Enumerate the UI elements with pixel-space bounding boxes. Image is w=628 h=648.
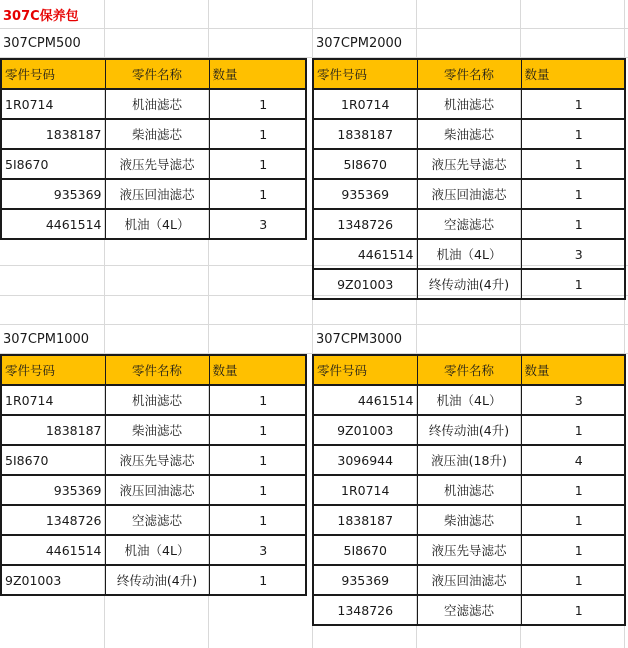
quantity-value: 1 bbox=[574, 186, 583, 202]
table-row bbox=[313, 505, 625, 535]
part-number-cell: 5I8670 bbox=[313, 149, 417, 179]
part-name-cell: 空滤滤芯 bbox=[105, 505, 209, 535]
part-number-cell: 9Z01003 bbox=[313, 415, 417, 445]
part-name-cell: 液压回油滤芯 bbox=[105, 179, 209, 209]
quantity-cell bbox=[521, 89, 625, 119]
part-number-cell: 1838187 bbox=[313, 119, 417, 149]
table-row bbox=[313, 565, 625, 595]
quantity-cell bbox=[521, 269, 625, 299]
quantity-cell bbox=[521, 535, 625, 565]
table-row bbox=[313, 535, 625, 565]
quantity-cell bbox=[521, 475, 625, 505]
table-row bbox=[313, 385, 625, 415]
table-row bbox=[313, 179, 625, 209]
table-row bbox=[313, 475, 625, 505]
quantity-cell bbox=[209, 89, 306, 119]
quantity-value: 1 bbox=[259, 96, 268, 112]
quantity-cell bbox=[521, 565, 625, 595]
part-name-cell: 机油（4L） bbox=[417, 239, 521, 269]
quantity-cell bbox=[521, 149, 625, 179]
table-row bbox=[1, 505, 306, 535]
part-name-cell: 液压先导滤芯 bbox=[417, 149, 521, 179]
table-row bbox=[1, 119, 306, 149]
table-row bbox=[313, 415, 625, 445]
part-number-cell: 1348726 bbox=[313, 209, 417, 239]
part-name-cell: 液压回油滤芯 bbox=[417, 179, 521, 209]
part-name-cell: 液压回油滤芯 bbox=[105, 475, 209, 505]
table-row bbox=[1, 89, 306, 119]
quantity-value: 3 bbox=[574, 246, 583, 262]
part-number-cell: 1R0714 bbox=[313, 475, 417, 505]
table-row bbox=[1, 415, 306, 445]
part-number-cell: 4461514 bbox=[313, 239, 417, 269]
part-name-cell: 液压先导滤芯 bbox=[105, 445, 209, 475]
quantity-value: 1 bbox=[574, 422, 583, 438]
part-name-cell: 柴油滤芯 bbox=[105, 415, 209, 445]
quantity-value: 1 bbox=[574, 542, 583, 558]
quantity-value: 1 bbox=[574, 482, 583, 498]
quantity-cell bbox=[521, 209, 625, 239]
quantity-cell bbox=[209, 505, 306, 535]
table-header-row bbox=[313, 355, 625, 385]
parts-table-pm1000 bbox=[0, 354, 307, 596]
header-quantity: 数量 bbox=[209, 59, 306, 89]
part-name-cell: 液压油(18升) bbox=[417, 445, 521, 475]
model-label-pm1000: 307CPM1000 bbox=[3, 332, 90, 347]
quantity-value: 3 bbox=[259, 542, 268, 558]
quantity-value: 1 bbox=[259, 156, 268, 172]
part-name-cell: 空滤滤芯 bbox=[417, 209, 521, 239]
part-name-cell: 终传动油(4升) bbox=[105, 565, 209, 595]
quantity-value: 1 bbox=[574, 512, 583, 528]
header-part-number: 零件号码 bbox=[313, 59, 417, 89]
part-number-cell: 1R0714 bbox=[1, 89, 105, 119]
quantity-cell bbox=[209, 385, 306, 415]
quantity-value: 3 bbox=[574, 392, 583, 408]
quantity-cell bbox=[521, 239, 625, 269]
quantity-cell bbox=[521, 119, 625, 149]
part-number-cell: 1838187 bbox=[313, 505, 417, 535]
table-row bbox=[1, 535, 306, 565]
table-header-row bbox=[313, 59, 625, 89]
part-name-cell: 机油（4L） bbox=[417, 385, 521, 415]
header-part-number: 零件号码 bbox=[1, 59, 105, 89]
quantity-value: 1 bbox=[574, 572, 583, 588]
part-number-cell: 3096944 bbox=[313, 445, 417, 475]
quantity-cell bbox=[209, 209, 306, 239]
part-number-cell: 9Z01003 bbox=[313, 269, 417, 299]
table-row bbox=[313, 149, 625, 179]
part-name-cell: 机油滤芯 bbox=[417, 89, 521, 119]
table-header-row bbox=[1, 59, 306, 89]
quantity-cell bbox=[209, 475, 306, 505]
quantity-cell bbox=[521, 385, 625, 415]
part-number-cell: 4461514 bbox=[1, 209, 105, 239]
table-row bbox=[1, 475, 306, 505]
part-name-cell: 机油（4L） bbox=[105, 209, 209, 239]
part-number-cell: 935369 bbox=[313, 565, 417, 595]
quantity-cell bbox=[209, 445, 306, 475]
quantity-value: 4 bbox=[574, 452, 583, 468]
table-row bbox=[313, 209, 625, 239]
table-row bbox=[313, 239, 625, 269]
quantity-value: 1 bbox=[574, 156, 583, 172]
part-number-cell: 5I8670 bbox=[1, 445, 105, 475]
table-row bbox=[1, 209, 306, 239]
table-row bbox=[1, 149, 306, 179]
header-part-name: 零件名称 bbox=[417, 59, 521, 89]
quantity-cell bbox=[521, 595, 625, 625]
part-number-cell: 1838187 bbox=[1, 119, 105, 149]
part-name-cell: 液压先导滤芯 bbox=[105, 149, 209, 179]
part-number-cell: 9Z01003 bbox=[1, 565, 105, 595]
quantity-value: 1 bbox=[574, 216, 583, 232]
table-row bbox=[313, 445, 625, 475]
table-header-row bbox=[1, 355, 306, 385]
parts-table-pm3000 bbox=[312, 354, 626, 626]
part-name-cell: 机油（4L） bbox=[105, 535, 209, 565]
table-row bbox=[1, 385, 306, 415]
part-name-cell: 机油滤芯 bbox=[105, 385, 209, 415]
sheet-title: 307C保养包 bbox=[3, 9, 79, 24]
quantity-value: 3 bbox=[259, 216, 268, 232]
header-part-name: 零件名称 bbox=[417, 355, 521, 385]
quantity-value: 1 bbox=[259, 186, 268, 202]
part-number-cell: 5I8670 bbox=[1, 149, 105, 179]
parts-table-pm500 bbox=[0, 58, 307, 240]
quantity-cell bbox=[209, 565, 306, 595]
quantity-value: 1 bbox=[259, 422, 268, 438]
model-label-pm2000: 307CPM2000 bbox=[316, 36, 403, 51]
table-row bbox=[1, 565, 306, 595]
quantity-cell bbox=[209, 415, 306, 445]
quantity-cell bbox=[521, 445, 625, 475]
quantity-value: 1 bbox=[574, 602, 583, 618]
header-quantity: 数量 bbox=[521, 59, 625, 89]
quantity-value: 1 bbox=[259, 452, 268, 468]
part-name-cell: 终传动油(4升) bbox=[417, 269, 521, 299]
quantity-value: 1 bbox=[574, 96, 583, 112]
header-part-name: 零件名称 bbox=[105, 355, 209, 385]
part-number-cell: 1838187 bbox=[1, 415, 105, 445]
table-row bbox=[1, 445, 306, 475]
part-name-cell: 机油滤芯 bbox=[105, 89, 209, 119]
model-label-pm500: 307CPM500 bbox=[3, 36, 81, 51]
part-number-cell: 1348726 bbox=[313, 595, 417, 625]
part-number-cell: 5I8670 bbox=[313, 535, 417, 565]
quantity-value: 1 bbox=[259, 482, 268, 498]
header-part-number: 零件号码 bbox=[1, 355, 105, 385]
part-number-cell: 935369 bbox=[313, 179, 417, 209]
quantity-value: 1 bbox=[574, 276, 583, 292]
table-row bbox=[313, 89, 625, 119]
header-quantity: 数量 bbox=[521, 355, 625, 385]
part-number-cell: 4461514 bbox=[1, 535, 105, 565]
quantity-value: 1 bbox=[574, 126, 583, 142]
table-row bbox=[313, 119, 625, 149]
part-name-cell: 液压回油滤芯 bbox=[417, 565, 521, 595]
quantity-cell bbox=[521, 179, 625, 209]
table-row bbox=[313, 595, 625, 625]
part-number-cell: 1R0714 bbox=[1, 385, 105, 415]
quantity-value: 1 bbox=[259, 572, 268, 588]
part-name-cell: 机油滤芯 bbox=[417, 475, 521, 505]
part-name-cell: 液压先导滤芯 bbox=[417, 535, 521, 565]
part-name-cell: 柴油滤芯 bbox=[417, 119, 521, 149]
parts-table-pm2000 bbox=[312, 58, 626, 300]
part-number-cell: 935369 bbox=[1, 475, 105, 505]
quantity-value: 1 bbox=[259, 126, 268, 142]
quantity-value: 1 bbox=[259, 512, 268, 528]
part-name-cell: 空滤滤芯 bbox=[417, 595, 521, 625]
part-number-cell: 4461514 bbox=[313, 385, 417, 415]
part-number-cell: 1R0714 bbox=[313, 89, 417, 119]
part-number-cell: 935369 bbox=[1, 179, 105, 209]
quantity-cell bbox=[209, 179, 306, 209]
quantity-value: 1 bbox=[259, 392, 268, 408]
header-quantity: 数量 bbox=[209, 355, 306, 385]
model-label-pm3000: 307CPM3000 bbox=[316, 332, 403, 347]
table-row bbox=[1, 179, 306, 209]
quantity-cell bbox=[521, 505, 625, 535]
quantity-cell bbox=[209, 119, 306, 149]
part-name-cell: 柴油滤芯 bbox=[105, 119, 209, 149]
quantity-cell bbox=[521, 415, 625, 445]
quantity-cell bbox=[209, 149, 306, 179]
part-name-cell: 柴油滤芯 bbox=[417, 505, 521, 535]
header-part-name: 零件名称 bbox=[105, 59, 209, 89]
table-row bbox=[313, 269, 625, 299]
header-part-number: 零件号码 bbox=[313, 355, 417, 385]
quantity-cell bbox=[209, 535, 306, 565]
part-number-cell: 1348726 bbox=[1, 505, 105, 535]
part-name-cell: 终传动油(4升) bbox=[417, 415, 521, 445]
